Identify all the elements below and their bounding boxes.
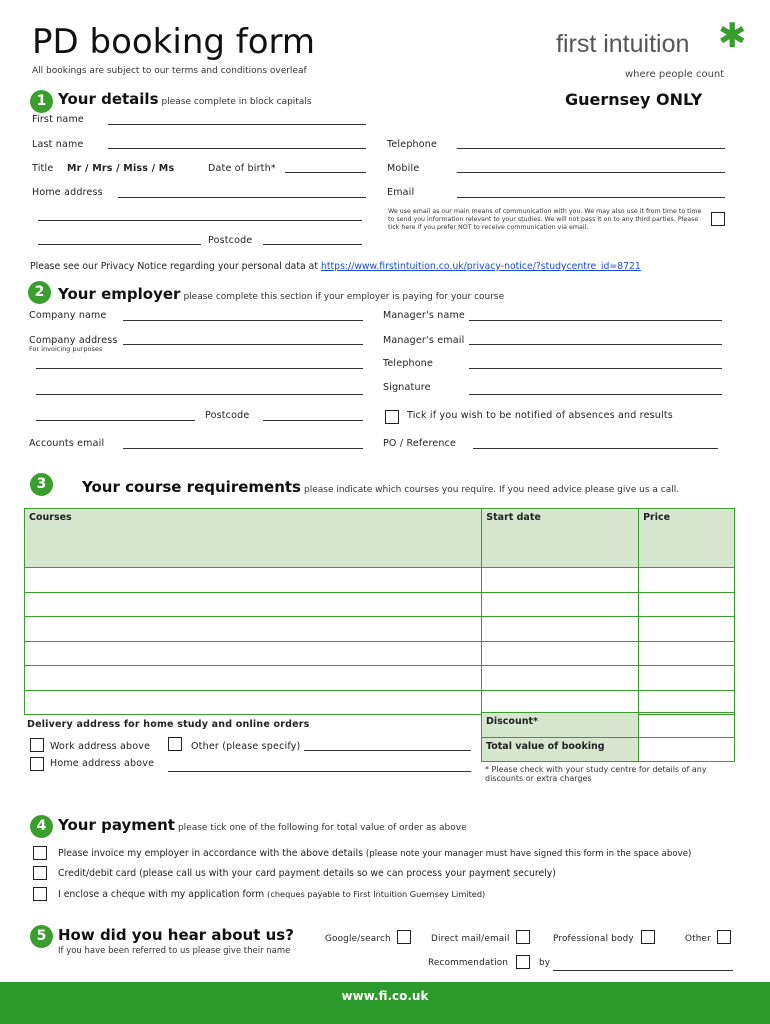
- section-5-title: How did you hear about us?: [58, 926, 294, 944]
- section-2-title: Your employer: [58, 285, 181, 303]
- price-cell[interactable]: [639, 568, 735, 593]
- region-label: Guernsey ONLY: [565, 90, 703, 109]
- telephone-field[interactable]: [457, 148, 725, 149]
- discount-label: Discount*: [482, 713, 639, 738]
- brand-tagline: where people count: [625, 69, 725, 80]
- page-title: PD booking form: [32, 22, 316, 62]
- email-field[interactable]: [457, 197, 725, 198]
- notify-checkbox[interactable]: [385, 410, 399, 424]
- other-source-label: Other: [685, 934, 711, 944]
- mobile-label: Mobile: [387, 163, 420, 174]
- section-3-badge: 3: [30, 473, 53, 496]
- first-name-label: First name: [32, 114, 84, 125]
- brand-logo: [556, 16, 747, 59]
- course-cell[interactable]: [25, 666, 482, 691]
- courses-header-row: [25, 509, 735, 568]
- terms-note: All bookings are subject to our terms and conditions overleaf: [32, 66, 307, 76]
- totals-table: [481, 712, 735, 762]
- payment-invoice-note: (please note your manager must have signed this form in the space above): [365, 849, 692, 859]
- table-row[interactable]: [25, 617, 735, 642]
- section-1-subtitle: please complete in block capitals: [161, 97, 312, 107]
- section-3-heading: [82, 478, 679, 496]
- email-optout-checkbox[interactable]: [711, 212, 725, 226]
- google-checkbox[interactable]: [397, 930, 411, 944]
- start-date-cell[interactable]: [482, 592, 639, 617]
- table-row[interactable]: [25, 592, 735, 617]
- mobile-field[interactable]: [457, 172, 725, 173]
- home-address-field-3[interactable]: [38, 244, 201, 245]
- postcode-label: Postcode: [208, 235, 253, 246]
- payment-card-checkbox[interactable]: [33, 866, 47, 880]
- other-address-label: Other (please specify): [191, 741, 301, 752]
- section-4-badge: 4: [30, 815, 53, 838]
- payment-cheque-text: I enclose a cheque with my application form: [58, 889, 265, 900]
- price-cell[interactable]: [639, 617, 735, 642]
- courses-table: [24, 508, 735, 715]
- payment-cheque-checkbox[interactable]: [33, 887, 47, 901]
- manager-telephone-label: Telephone: [383, 358, 434, 369]
- other-address-field[interactable]: [304, 750, 471, 751]
- dob-field[interactable]: [285, 172, 366, 173]
- start-date-cell[interactable]: [482, 666, 639, 691]
- company-address-field-3[interactable]: [36, 394, 363, 395]
- privacy-link[interactable]: https://www.firstintuition.co.uk/privacy-notice/?studycentre_id=8721: [321, 261, 641, 272]
- work-address-label: Work address above: [50, 741, 151, 752]
- last-name-field[interactable]: [108, 148, 366, 149]
- section-4-title: Your payment: [58, 816, 175, 834]
- price-cell[interactable]: [639, 690, 735, 715]
- notify-label: Tick if you wish to be notified of absences and results: [407, 410, 673, 421]
- section-2-subtitle: please complete this section if your employer is paying for your course: [183, 292, 505, 302]
- manager-telephone-field[interactable]: [469, 368, 722, 369]
- section-1-heading: [58, 90, 312, 108]
- company-name-field[interactable]: [123, 320, 363, 321]
- start-date-header: Start date: [482, 509, 639, 568]
- employer-postcode-field[interactable]: [263, 420, 363, 421]
- home-address-checkbox[interactable]: [30, 757, 44, 771]
- manager-email-label: Manager's email: [383, 335, 465, 346]
- payment-invoice-text: Please invoice my employer in accordance with the above details: [58, 848, 363, 859]
- course-cell[interactable]: [25, 592, 482, 617]
- start-date-cell[interactable]: [482, 690, 639, 715]
- company-name-label: Company name: [29, 310, 107, 321]
- professional-body-checkbox[interactable]: [641, 930, 655, 944]
- po-field[interactable]: [473, 448, 718, 449]
- home-address-above-label: Home address above: [50, 758, 155, 769]
- signature-field[interactable]: [469, 394, 722, 395]
- payment-cheque-label: [58, 889, 485, 900]
- brand-name: first intuition: [556, 30, 690, 58]
- manager-email-field[interactable]: [469, 344, 722, 345]
- accounts-email-label: Accounts email: [29, 438, 105, 449]
- payment-card-label: Credit/debit card (please call us with your card payment details so we can process your payment securely): [58, 868, 556, 879]
- price-cell[interactable]: [639, 641, 735, 666]
- other-address-checkbox[interactable]: [168, 737, 182, 751]
- referrer-name-field[interactable]: [553, 970, 733, 971]
- payment-cheque-note: (cheques payable to First Intuition Guernsey Limited): [267, 889, 486, 899]
- start-date-cell[interactable]: [482, 568, 639, 593]
- table-row[interactable]: [25, 568, 735, 593]
- total-row: [482, 738, 735, 762]
- work-address-checkbox[interactable]: [30, 738, 44, 752]
- total-value[interactable]: [639, 738, 735, 762]
- recommendation-checkbox[interactable]: [516, 955, 530, 969]
- footer-bar: [0, 982, 770, 1024]
- section-5-subtitle: If you have been referred to us please give their name: [58, 946, 291, 956]
- section-3-title: Your course requirements: [82, 478, 301, 496]
- section-2-badge: 2: [28, 281, 51, 304]
- signature-label: Signature: [383, 382, 431, 393]
- course-cell[interactable]: [25, 641, 482, 666]
- invoicing-note: For invoicing purposes: [29, 345, 103, 353]
- other-source-checkbox[interactable]: [717, 930, 731, 944]
- dob-label: Date of birth*: [208, 163, 276, 174]
- email-note: We use email as our main means of communication with you. We may also use it from time to time to send you information relevant to your studies. We will not pass it on to any third parties. Please tick here if you prefer NOT to receive communication via email.: [388, 208, 702, 231]
- email-label: Email: [387, 187, 415, 198]
- section-1-badge: 1: [30, 90, 53, 113]
- accounts-email-field[interactable]: [123, 448, 363, 449]
- price-header: Price: [639, 509, 735, 568]
- payment-invoice-label: [58, 848, 691, 859]
- asterisk-icon: ✱: [718, 16, 747, 56]
- professional-body-label: Professional body: [553, 934, 634, 944]
- section-5-badge: 5: [30, 925, 53, 948]
- manager-name-field[interactable]: [469, 320, 722, 321]
- direct-mail-checkbox[interactable]: [516, 930, 530, 944]
- table-row[interactable]: [25, 690, 735, 715]
- last-name-label: Last name: [32, 139, 84, 150]
- company-address-label: Company address: [29, 335, 118, 346]
- po-label: PO / Reference: [383, 438, 457, 449]
- course-cell[interactable]: [25, 690, 482, 715]
- privacy-text: Please see our Privacy Notice regarding your personal data at: [30, 261, 319, 272]
- section-4-heading: [58, 816, 467, 834]
- course-cell[interactable]: [25, 617, 482, 642]
- postcode-field[interactable]: [263, 244, 362, 245]
- home-address-label: Home address: [32, 187, 103, 198]
- payment-invoice-checkbox[interactable]: [33, 846, 47, 860]
- home-address-field-1[interactable]: [118, 197, 366, 198]
- start-date-cell[interactable]: [482, 641, 639, 666]
- price-cell[interactable]: [639, 666, 735, 691]
- company-address-field-1[interactable]: [123, 344, 363, 345]
- course-cell[interactable]: [25, 568, 482, 593]
- table-row[interactable]: [25, 666, 735, 691]
- employer-postcode-label: Postcode: [205, 410, 250, 421]
- title-options[interactable]: Mr / Mrs / Miss / Ms: [67, 163, 175, 174]
- courses-header: Courses: [25, 509, 482, 568]
- google-label: Google/search: [325, 934, 391, 944]
- delivery-title: Delivery address for home study and online orders: [27, 719, 310, 730]
- footer-url[interactable]: www.fi.co.uk: [341, 989, 429, 1003]
- section-3-subtitle: please indicate which courses you require. If you need advice please give us a call.: [304, 485, 680, 495]
- company-address-field-2[interactable]: [36, 368, 363, 369]
- discount-row: [482, 713, 735, 738]
- first-name-field[interactable]: [108, 124, 366, 125]
- start-date-cell[interactable]: [482, 617, 639, 642]
- section-1-title: Your details: [58, 90, 159, 108]
- telephone-label: Telephone: [387, 139, 438, 150]
- home-address-other-field[interactable]: [168, 771, 471, 772]
- privacy-notice: [30, 261, 641, 272]
- direct-mail-label: Direct mail/email: [431, 934, 510, 944]
- manager-name-label: Manager's name: [383, 310, 465, 321]
- table-row[interactable]: [25, 641, 735, 666]
- title-label: Title: [32, 163, 54, 174]
- company-address-field-4[interactable]: [36, 420, 195, 421]
- recommendation-label: Recommendation: [428, 958, 509, 968]
- home-address-field-2[interactable]: [38, 220, 362, 221]
- section-4-subtitle: please tick one of the following for total value of order as above: [177, 823, 467, 833]
- discount-value[interactable]: [639, 713, 735, 738]
- total-label: Total value of booking: [482, 738, 639, 762]
- price-cell[interactable]: [639, 592, 735, 617]
- discount-note: * Please check with your study centre for details of any discounts or extra charges: [485, 765, 707, 783]
- referrer-by-label: by: [539, 958, 551, 968]
- section-2-heading: [58, 285, 504, 303]
